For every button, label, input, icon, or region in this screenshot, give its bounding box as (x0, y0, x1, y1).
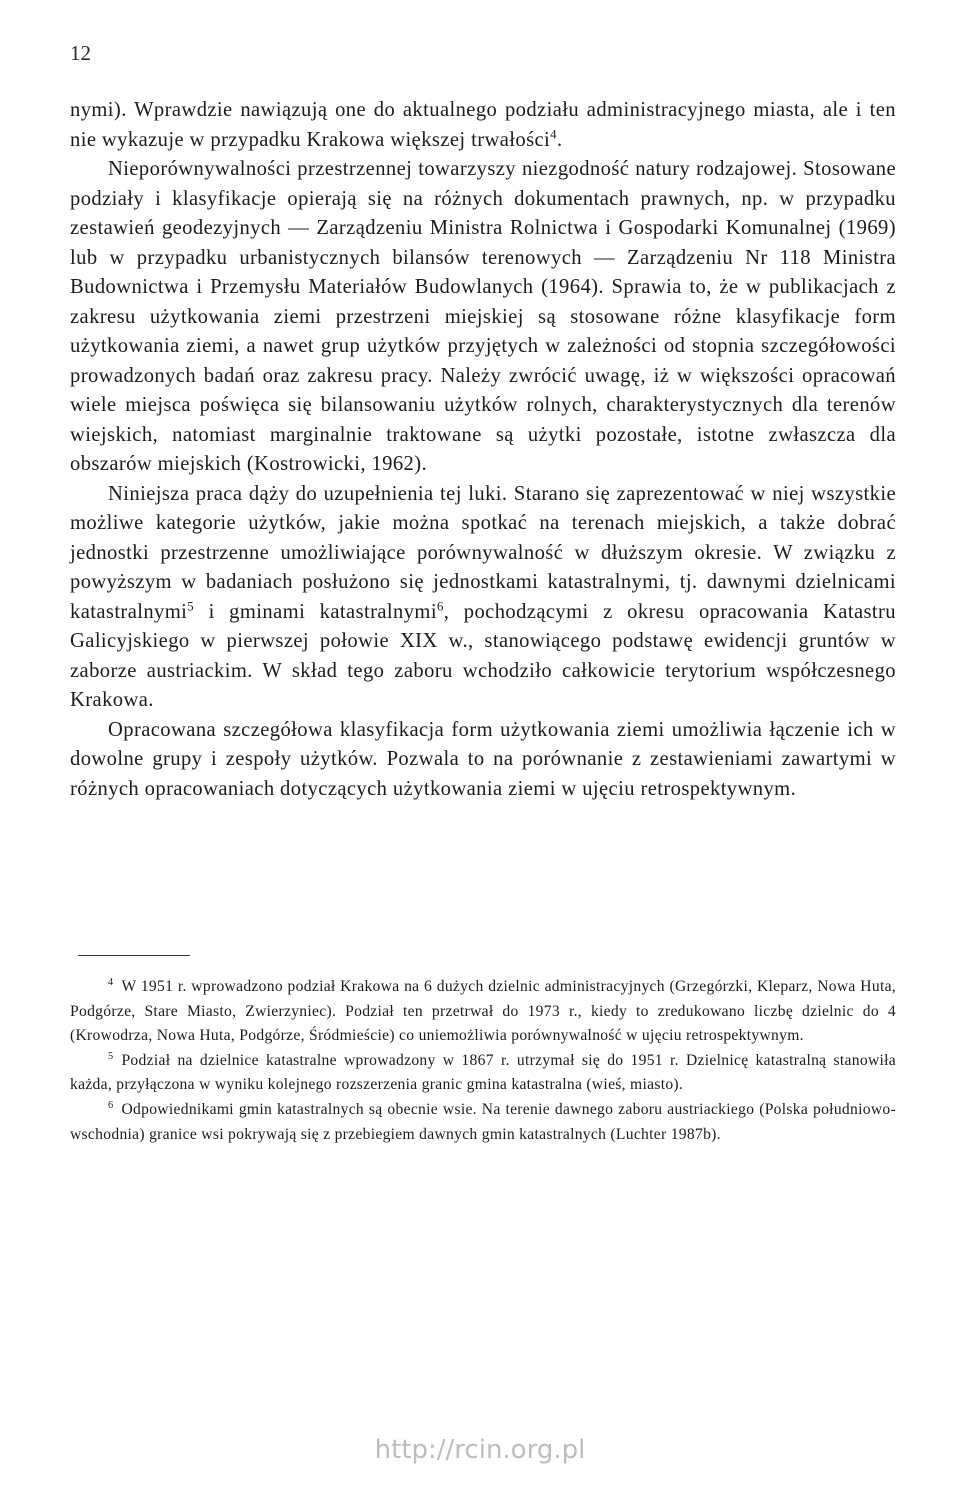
footnote-5 (70, 1049, 896, 1098)
watermark-url: http://rcin.org.pl (374, 1435, 586, 1465)
footnote-mark: 5 (108, 1050, 114, 1062)
footnote-4 (70, 975, 896, 1049)
paragraph-2 (70, 155, 896, 480)
paragraph-text: Nieporównywalności przestrzennej towarzyszy niezgodność natury rodzajowej. Stosowane podziały i klasyfikacje opierają się na różnych dokumentach prawnych, np. w przypadku zestawień geodezyjnych — Zarządzeniu Ministra Rolnictwa i Gospodarki Komunalnej (1969) lub w przypadku urbanistycznych bilansów terenowych — Zarządzeniu Nr 118 Ministra Budownictwa i Przemysłu Materiałów Budowlanych (1964). Sprawia to, że w publikacjach z zakresu użytkowania ziemi przestrzeni miejskiej są stosowane różne klasyfikacje form użytkowania ziemi, a nawet grup użytków przyjętych w zależności od stopnia szczegółowości prowadzonych badań oraz zakresu pracy. Należy zwrócić uwagę, iż w większości opracowań wiele miejsca poświęca się bilansowaniu użytków rolnych, charakterystycznych dla terenów wiejskich, natomiast marginalnie traktowane są użytki pozostałe, istotne zwłaszcza dla obszarów miejskich (Kostrowicki, 1962). (70, 158, 896, 475)
paragraph-4 (70, 716, 896, 805)
footnote-6 (70, 1098, 896, 1147)
footnote-ref-5[interactable]: 5 (187, 598, 195, 613)
footnote-separator (78, 955, 190, 956)
footnote-ref-6[interactable]: 6 (436, 598, 444, 613)
footnote-mark: 4 (108, 976, 114, 988)
body-text (70, 96, 896, 804)
footnote-text: Odpowiednikami gmin katastralnych są obecnie wsie. Na terenie dawnego zaboru austriackiego (Polska południowo-wschodnia) granice wsi pokrywają się z przebiegiem dawnych gmin katastralnych (Luchter 1987b). (70, 1100, 896, 1143)
footnote-text: Podział na dzielnice katastralne wprowadzony w 1867 r. utrzymał się do 1951 r. Dzielnicę katastralną stanowiła każda, przyłączona w wyniku kolejnego rozszerzenia granic gmina katastralna (wieś, miasto). (70, 1051, 896, 1094)
paragraph-text: i gminami katastralnymi (194, 600, 437, 623)
paragraph-3 (70, 480, 896, 716)
page-number: 12 (70, 41, 91, 65)
paragraph-text: Opracowana szczegółowa klasyfikacja form użytkowania ziemi umożliwia łączenie ich w dowolne grupy i zespoły użytków. Pozwala to na porównanie z zestawieniami zawartymi w różnych opracowaniach dotyczących użytkowania ziemi w ujęciu retrospektywnym. (70, 718, 896, 800)
footnote-ref-4[interactable]: 4 (550, 126, 557, 141)
paragraph-1 (70, 96, 896, 155)
paragraph-text: nymi). Wprawdzie nawiązują one do aktualnego podziału administracyjnego miasta, ale i ten nie wykazuje w przypadku Krakowa większej trwałości (70, 99, 896, 151)
footnotes (70, 975, 896, 1147)
footnote-mark: 6 (108, 1099, 114, 1111)
footnote-text: W 1951 r. wprowadzono podział Krakowa na 6 dużych dzielnic administracyjnych (Grzegórzki, Kleparz, Nowa Huta, Podgórze, Stare Miasto, Zwierzyniec). Podział ten przetrwał do 1973 r., kiedy to zredukowano liczbę dzielnic do 4 (Krowodrza, Nowa Huta, Podgórze, Śródmieście) co uniemożliwia porównywalność w ujęciu retrospektywnym. (70, 978, 896, 1045)
paragraph-text: Niniejsza praca dąży do uzupełnienia tej luki. Starano się zaprezentować w niej wszystkie możliwe kategorie użytków, jakie można spotkać na terenach miejskich, a także dobrać jednostki przestrzenne umożliwiające porównywalność w dłuższym okresie. W związku z powyższym w badaniach posłużono się jednostkami katastralnymi, tj. dawnymi dzielnicami katastralnymi (70, 482, 896, 623)
paragraph-text: . (556, 128, 563, 151)
paragraph-text: , pochodzącymi z okresu opracowania Katastru Galicyjskiego w pierwszej połowie XIX w., stanowiącego podstawę ewidencji gruntów w zaborze austriackim. W skład tego zaboru wchodziło całkowicie terytorium współczesnego Krakowa. (70, 600, 896, 711)
